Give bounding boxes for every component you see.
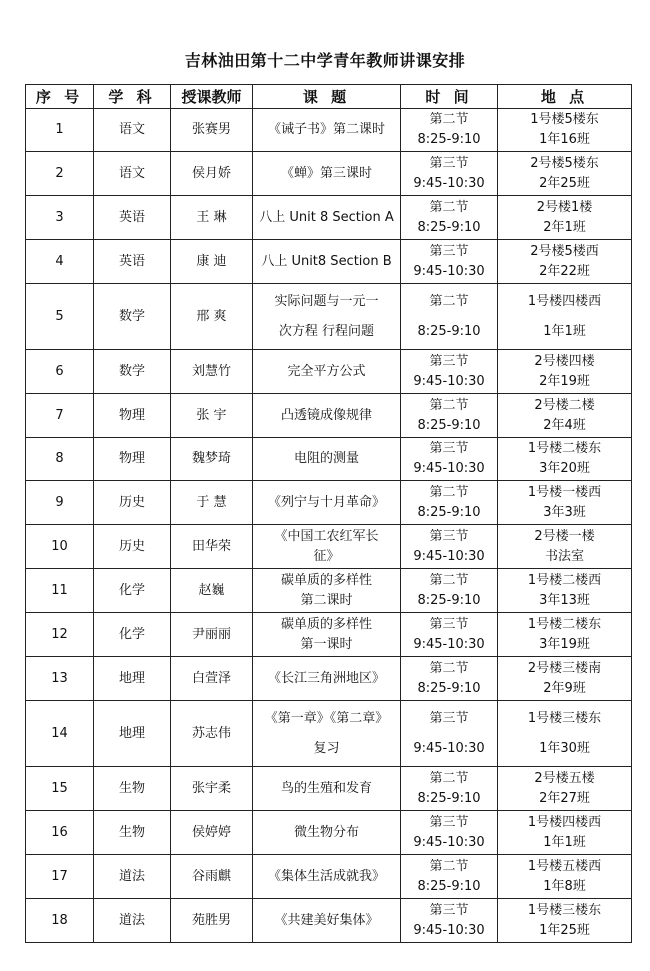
row-number: 8 bbox=[26, 438, 94, 481]
time-cell bbox=[401, 569, 498, 613]
table-row bbox=[26, 240, 632, 284]
time-cell-line: 第三节 bbox=[429, 902, 469, 918]
topic-cell bbox=[253, 109, 401, 152]
place-cell-line: 2号楼5楼东 bbox=[530, 155, 599, 171]
row-number: 18 bbox=[26, 899, 94, 943]
time-cell-line: 第三节 bbox=[429, 155, 469, 171]
subject-cell: 道法 bbox=[94, 899, 171, 943]
subject-cell: 历史 bbox=[94, 525, 171, 569]
topic-cell bbox=[253, 284, 401, 350]
time-cell-line: 9:45-10:30 bbox=[413, 175, 485, 191]
place-cell-line: 1号楼四楼西 bbox=[527, 293, 602, 309]
subject-cell: 数学 bbox=[94, 350, 171, 394]
time-cell-line: 8:25-9:10 bbox=[417, 417, 481, 433]
teacher-cell: 于 慧 bbox=[171, 481, 253, 525]
time-cell bbox=[401, 899, 498, 943]
subject-cell: 化学 bbox=[94, 569, 171, 613]
time-cell-line: 8:25-9:10 bbox=[417, 680, 481, 696]
teacher-cell: 侯婷婷 bbox=[171, 811, 253, 855]
place-cell-line: 1号楼一楼西 bbox=[527, 484, 602, 500]
place-cell-line: 1号楼三楼东 bbox=[527, 710, 602, 726]
table-body bbox=[26, 109, 632, 943]
time-cell-line: 8:25-9:10 bbox=[417, 132, 481, 147]
topic-cell-line: 第二课时 bbox=[300, 592, 353, 608]
time-cell bbox=[401, 855, 498, 899]
topic-cell-line: 《第一章》《第二章》 bbox=[264, 710, 389, 726]
topic-cell-line: 微生物分布 bbox=[293, 824, 359, 840]
subject-cell: 英语 bbox=[94, 196, 171, 240]
time-cell bbox=[401, 438, 498, 481]
row-number: 3 bbox=[26, 196, 94, 240]
row-number: 17 bbox=[26, 855, 94, 899]
place-cell-line: 2年27班 bbox=[539, 790, 590, 806]
row-number: 16 bbox=[26, 811, 94, 855]
time-cell-line: 9:45-10:30 bbox=[413, 740, 485, 756]
time-cell-line: 第三节 bbox=[429, 528, 469, 544]
time-cell-line: 第二节 bbox=[429, 572, 469, 588]
subject-cell: 生物 bbox=[94, 811, 171, 855]
topic-cell-line: 次方程 行程问题 bbox=[278, 323, 375, 339]
place-cell bbox=[498, 394, 632, 438]
subject-cell: 英语 bbox=[94, 240, 171, 284]
place-cell-line: 1号楼三楼东 bbox=[527, 902, 602, 918]
topic-cell bbox=[253, 569, 401, 613]
row-number: 13 bbox=[26, 657, 94, 701]
topic-cell bbox=[253, 767, 401, 811]
time-cell-line: 9:45-10:30 bbox=[413, 373, 485, 389]
time-cell-line: 8:25-9:10 bbox=[417, 504, 481, 520]
time-cell-line: 第二节 bbox=[429, 397, 469, 413]
place-cell-line: 2年9班 bbox=[543, 680, 586, 696]
table-row bbox=[26, 613, 632, 657]
teacher-cell: 张赛男 bbox=[171, 109, 253, 152]
topic-cell bbox=[253, 438, 401, 481]
topic-cell-line: 《共建美好集体》 bbox=[274, 912, 379, 928]
header-no: 序 号 bbox=[26, 85, 94, 109]
row-number: 11 bbox=[26, 569, 94, 613]
row-number: 10 bbox=[26, 525, 94, 569]
row-number: 12 bbox=[26, 613, 94, 657]
subject-cell: 数学 bbox=[94, 284, 171, 350]
time-cell-line: 9:45-10:30 bbox=[413, 263, 485, 279]
topic-cell bbox=[253, 525, 401, 569]
time-cell bbox=[401, 394, 498, 438]
place-cell-line: 1号楼二楼东 bbox=[527, 616, 602, 632]
table-row bbox=[26, 196, 632, 240]
topic-cell bbox=[253, 394, 401, 438]
place-cell bbox=[498, 438, 632, 481]
teacher-cell: 苑胜男 bbox=[171, 899, 253, 943]
teacher-cell: 张 宇 bbox=[171, 394, 253, 438]
place-cell-line: 3年3班 bbox=[543, 504, 586, 520]
time-cell-line: 9:45-10:30 bbox=[413, 922, 485, 938]
place-cell bbox=[498, 481, 632, 525]
place-cell-line: 2号楼5楼西 bbox=[530, 243, 599, 259]
subject-cell: 语文 bbox=[94, 152, 171, 196]
place-cell-line: 2年1班 bbox=[543, 219, 586, 235]
subject-cell: 物理 bbox=[94, 438, 171, 481]
row-number: 14 bbox=[26, 701, 94, 767]
topic-cell-line: 《蝉》第三课时 bbox=[280, 165, 372, 181]
topic-cell-line: 碳单质的多样性 bbox=[280, 616, 372, 632]
place-cell bbox=[498, 613, 632, 657]
time-cell-line: 第二节 bbox=[429, 660, 469, 676]
place-cell bbox=[498, 196, 632, 240]
place-cell-line: 2号楼五楼 bbox=[534, 770, 595, 786]
place-cell-line: 1年1班 bbox=[543, 323, 586, 339]
table-row bbox=[26, 855, 632, 899]
place-cell-line: 2号楼二楼 bbox=[534, 397, 595, 413]
teacher-cell: 邢 爽 bbox=[171, 284, 253, 350]
place-cell-line: 2号楼四楼 bbox=[534, 353, 595, 369]
topic-cell-line: 碳单质的多样性 bbox=[280, 572, 372, 588]
time-cell bbox=[401, 240, 498, 284]
place-cell-line: 1年25班 bbox=[539, 922, 590, 938]
topic-cell bbox=[253, 196, 401, 240]
time-cell bbox=[401, 613, 498, 657]
teacher-cell: 侯月娇 bbox=[171, 152, 253, 196]
time-cell-line: 第二节 bbox=[429, 112, 469, 127]
place-cell-line: 1年1班 bbox=[543, 834, 586, 850]
topic-cell bbox=[253, 613, 401, 657]
place-cell-line: 书法室 bbox=[544, 548, 584, 564]
topic-cell bbox=[253, 152, 401, 196]
place-cell-line: 2年22班 bbox=[539, 263, 590, 279]
time-cell-line: 第二节 bbox=[429, 770, 469, 786]
table-row bbox=[26, 394, 632, 438]
topic-cell-line: 征》 bbox=[313, 548, 340, 564]
topic-cell-line: 八上 Unit8 Section B bbox=[261, 253, 392, 269]
time-cell-line: 9:45-10:30 bbox=[413, 548, 485, 564]
subject-cell: 道法 bbox=[94, 855, 171, 899]
place-cell-line: 2号楼1楼 bbox=[536, 199, 593, 215]
header-topic: 课 题 bbox=[253, 85, 401, 109]
topic-cell-line: 实际问题与一元一 bbox=[274, 293, 379, 309]
header-teacher: 授课教师 bbox=[171, 85, 253, 109]
row-number: 7 bbox=[26, 394, 94, 438]
place-cell-line: 1号楼二楼东 bbox=[527, 441, 602, 456]
time-cell bbox=[401, 525, 498, 569]
row-number: 2 bbox=[26, 152, 94, 196]
topic-cell bbox=[253, 811, 401, 855]
time-cell-line: 9:45-10:30 bbox=[413, 834, 485, 850]
place-cell bbox=[498, 767, 632, 811]
row-number: 9 bbox=[26, 481, 94, 525]
document-title: 吉林油田第十二中学青年教师讲课安排 bbox=[184, 51, 466, 70]
table-row bbox=[26, 109, 632, 152]
table-header-row bbox=[26, 85, 632, 109]
table-row bbox=[26, 899, 632, 943]
time-cell-line: 第二节 bbox=[429, 484, 469, 500]
subject-cell: 生物 bbox=[94, 767, 171, 811]
topic-cell bbox=[253, 350, 401, 394]
topic-cell-line: 《集体生活成就我》 bbox=[267, 868, 385, 884]
teacher-cell: 谷雨麒 bbox=[171, 855, 253, 899]
row-number: 15 bbox=[26, 767, 94, 811]
place-cell-line: 2号楼一楼 bbox=[534, 528, 595, 544]
time-cell bbox=[401, 109, 498, 152]
header-time: 时 间 bbox=[401, 85, 498, 109]
place-cell bbox=[498, 701, 632, 767]
place-cell bbox=[498, 657, 632, 701]
time-cell-line: 8:25-9:10 bbox=[417, 323, 481, 339]
time-cell-line: 第三节 bbox=[429, 814, 469, 830]
place-cell-line: 3年19班 bbox=[539, 636, 590, 652]
topic-cell bbox=[253, 657, 401, 701]
place-cell bbox=[498, 284, 632, 350]
subject-cell: 化学 bbox=[94, 613, 171, 657]
place-cell-line: 1号楼二楼西 bbox=[527, 572, 602, 588]
place-cell-line: 3年13班 bbox=[539, 592, 590, 608]
topic-cell-line: 第一课时 bbox=[300, 636, 353, 652]
row-number: 6 bbox=[26, 350, 94, 394]
time-cell-line: 9:45-10:30 bbox=[413, 636, 485, 652]
time-cell-line: 第二节 bbox=[429, 858, 469, 874]
subject-cell: 语文 bbox=[94, 109, 171, 152]
table-row bbox=[26, 350, 632, 394]
place-cell-line: 1年16班 bbox=[539, 132, 590, 147]
time-cell bbox=[401, 481, 498, 525]
place-cell-line: 2年25班 bbox=[539, 175, 590, 191]
topic-cell-line: 《长江三角洲地区》 bbox=[267, 670, 385, 686]
place-cell bbox=[498, 350, 632, 394]
table-row bbox=[26, 569, 632, 613]
subject-cell: 地理 bbox=[94, 701, 171, 767]
time-cell-line: 9:45-10:30 bbox=[413, 461, 485, 476]
place-cell-line: 1年8班 bbox=[543, 878, 586, 894]
teacher-cell: 苏志伟 bbox=[171, 701, 253, 767]
topic-cell-line: 《诫子书》第二课时 bbox=[267, 122, 385, 137]
table-row bbox=[26, 811, 632, 855]
time-cell-line: 8:25-9:10 bbox=[417, 219, 481, 235]
place-cell bbox=[498, 109, 632, 152]
topic-cell-line: 凸透镜成像规律 bbox=[280, 407, 372, 423]
header-subject: 学 科 bbox=[94, 85, 171, 109]
topic-cell-line: 鸟的生殖和发育 bbox=[280, 780, 372, 796]
place-cell-line: 2年19班 bbox=[539, 373, 590, 389]
topic-cell-line: 八上 Unit 8 Section A bbox=[259, 209, 394, 225]
place-cell bbox=[498, 855, 632, 899]
teacher-cell: 魏梦琦 bbox=[171, 438, 253, 481]
subject-cell: 历史 bbox=[94, 481, 171, 525]
time-cell-line: 第三节 bbox=[429, 616, 469, 632]
teacher-cell: 田华荣 bbox=[171, 525, 253, 569]
place-cell-line: 1年30班 bbox=[539, 740, 590, 756]
table-row bbox=[26, 657, 632, 701]
place-cell-line: 1号楼四楼西 bbox=[527, 814, 602, 830]
table-row bbox=[26, 481, 632, 525]
table-row bbox=[26, 152, 632, 196]
row-number: 4 bbox=[26, 240, 94, 284]
time-cell bbox=[401, 196, 498, 240]
table-row bbox=[26, 284, 632, 350]
row-number: 1 bbox=[26, 109, 94, 152]
teacher-cell: 刘慧竹 bbox=[171, 350, 253, 394]
topic-cell bbox=[253, 481, 401, 525]
subject-cell: 地理 bbox=[94, 657, 171, 701]
time-cell bbox=[401, 284, 498, 350]
place-cell-line: 2年4班 bbox=[543, 417, 586, 433]
place-cell bbox=[498, 811, 632, 855]
schedule-table bbox=[25, 84, 632, 943]
topic-cell bbox=[253, 899, 401, 943]
time-cell-line: 第三节 bbox=[429, 710, 469, 726]
topic-cell-line: 完全平方公式 bbox=[287, 363, 366, 379]
table-row bbox=[26, 525, 632, 569]
place-cell-line: 1号楼5楼东 bbox=[530, 112, 599, 127]
teacher-cell: 张宇柔 bbox=[171, 767, 253, 811]
subject-cell: 物理 bbox=[94, 394, 171, 438]
topic-cell-line: 电阻的测量 bbox=[293, 451, 359, 466]
header-place: 地 点 bbox=[498, 85, 632, 109]
topic-cell bbox=[253, 855, 401, 899]
place-cell-line: 2号楼三楼南 bbox=[527, 660, 602, 676]
teacher-cell: 王 琳 bbox=[171, 196, 253, 240]
place-cell-line: 1号楼五楼西 bbox=[527, 858, 602, 874]
topic-cell bbox=[253, 701, 401, 767]
time-cell bbox=[401, 701, 498, 767]
topic-cell-line: 《中国工农红军长 bbox=[274, 528, 379, 544]
time-cell bbox=[401, 811, 498, 855]
time-cell-line: 第二节 bbox=[429, 293, 469, 309]
topic-cell-line: 复习 bbox=[313, 740, 340, 756]
place-cell bbox=[498, 525, 632, 569]
table-row bbox=[26, 438, 632, 481]
time-cell bbox=[401, 657, 498, 701]
place-cell bbox=[498, 152, 632, 196]
time-cell bbox=[401, 350, 498, 394]
teacher-cell: 康 迪 bbox=[171, 240, 253, 284]
place-cell bbox=[498, 569, 632, 613]
time-cell-line: 8:25-9:10 bbox=[417, 592, 481, 608]
teacher-cell: 赵巍 bbox=[171, 569, 253, 613]
time-cell-line: 第二节 bbox=[429, 199, 469, 215]
place-cell-line: 3年20班 bbox=[539, 461, 590, 476]
row-number: 5 bbox=[26, 284, 94, 350]
time-cell-line: 8:25-9:10 bbox=[417, 790, 481, 806]
table-row bbox=[26, 767, 632, 811]
topic-cell-line: 《列宁与十月革命》 bbox=[267, 494, 385, 510]
time-cell bbox=[401, 152, 498, 196]
place-cell bbox=[498, 240, 632, 284]
teacher-cell: 白萱泽 bbox=[171, 657, 253, 701]
topic-cell bbox=[253, 240, 401, 284]
time-cell-line: 8:25-9:10 bbox=[417, 878, 481, 894]
time-cell bbox=[401, 767, 498, 811]
place-cell bbox=[498, 899, 632, 943]
time-cell-line: 第三节 bbox=[429, 353, 469, 369]
teacher-cell: 尹丽丽 bbox=[171, 613, 253, 657]
table-row bbox=[26, 701, 632, 767]
time-cell-line: 第三节 bbox=[429, 441, 469, 456]
time-cell-line: 第三节 bbox=[429, 243, 469, 259]
